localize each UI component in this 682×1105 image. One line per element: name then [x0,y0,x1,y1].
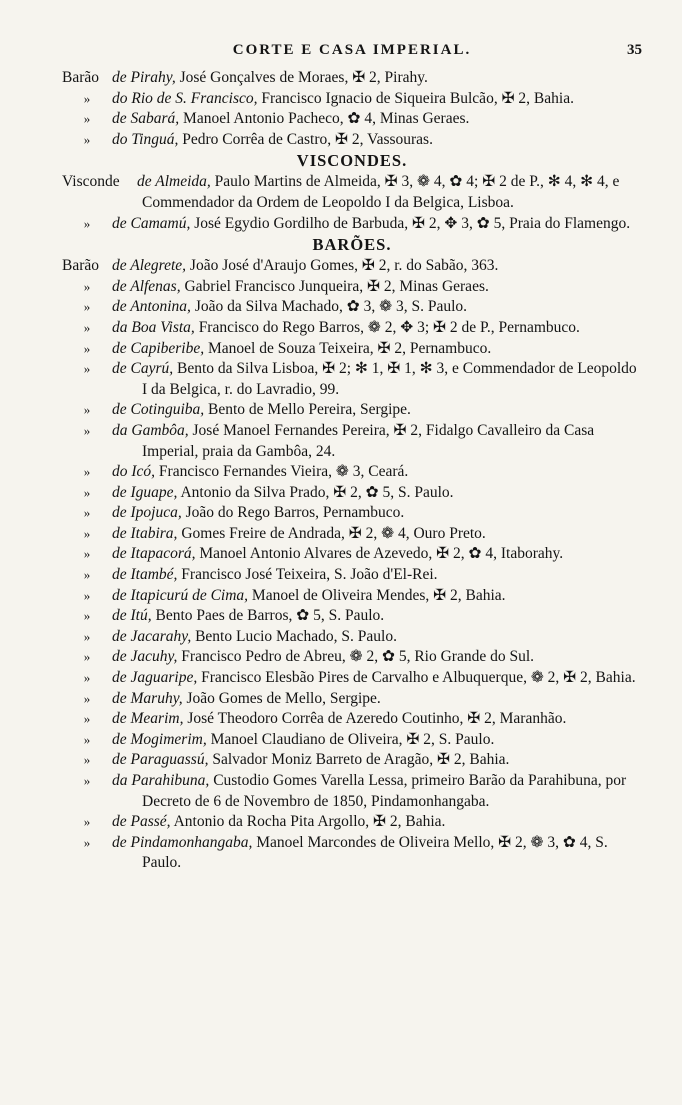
entry-rank: » [83,525,91,541]
entry [62,771,642,812]
entry [62,483,642,504]
entry [62,689,642,710]
entry-title: de Passé, [112,813,171,831]
entry [62,277,642,298]
entry-text: José Gonçalves de Moraes, ✠ 2, Pirahy. [175,69,428,86]
entry-text: Francisco José Teixeira, S. João d'El-Rei. [177,566,438,584]
entry-title: de Almeida, [137,173,211,191]
entry-title: de Camamú, [112,214,191,232]
entry-title: de Itapicurú de Cima, [112,586,249,604]
entry-title: de Pirahy, [112,69,176,86]
entry-title: de Maruhy, [112,689,183,707]
entry-rank: » [83,587,91,603]
entry-rank: Barão [62,69,100,86]
entry-title: de Itambé, [112,566,178,584]
entry-title: de Mogimerim, [112,730,207,748]
entry [62,297,642,318]
entry [62,400,642,421]
entry-title: do Rio de S. Francisco, [112,89,258,107]
running-head [62,42,642,68]
entry-title: de Alfenas, [112,277,181,295]
entry [62,730,642,751]
entry-rank: » [83,773,91,788]
entry [62,524,642,545]
entry-title: de Ipojuca, [112,504,182,522]
entry-text: João Gomes de Mello, Sergipe. [182,689,381,707]
entry-rank: » [83,711,91,727]
entry-text: Manoel Antonio Alvares de Azevedo, ✠ 2, ✿ 4, Itaborahy. [195,545,564,563]
entry-rank: » [83,319,91,335]
entry-text: Francisco Pedro de Abreu, ❁ 2, ✿ 5, Rio Grande do Sul. [177,648,535,666]
entry [62,256,642,277]
entry [62,647,642,668]
entry-text: Bento Paes de Barros, ✿ 5, S. Paulo. [151,607,385,625]
entry-rank: » [83,361,91,377]
entry-rank: » [83,628,91,644]
entry-text: Manoel Claudiano de Oliveira, ✠ 2, S. Paulo. [206,730,495,748]
entry [62,709,642,730]
entry [62,339,642,360]
entry-title: de Cotinguiba, [112,401,205,419]
entry-title: da Boa Vista, [112,318,195,336]
entry-text: Manoel de Souza Teixeira, ✠ 2, Pernambuco. [204,339,492,357]
section-heading-viscondes: VISCONDES. [296,151,408,171]
entry-text: Gabriel Francisco Junqueira, ✠ 2, Minas Geraes. [180,277,489,295]
entry-text: Manoel de Oliveira Mendes, ✠ 2, Bahia. [248,586,506,604]
entry [62,68,642,89]
entry-rank: Visconde [62,173,120,191]
entry-text: Bento Lucio Machado, S. Paulo. [191,627,397,645]
entry [62,812,642,833]
entry-list-viscondes [62,172,642,234]
entry-text: José Theodoro Corrêa de Azeredo Coutinho, ✠ 2, Maranhão. [183,710,567,728]
entry-rank: » [83,484,91,500]
entry-rank: » [83,505,91,521]
entry [62,586,642,607]
entry-title: da Parahibuna, [112,772,210,789]
entry-rank: » [83,278,91,294]
entry [62,565,642,586]
entry [62,833,642,874]
entry-title: do Tinguá, [112,130,179,148]
entry-text: Salvador Moniz Barreto de Aragão, ✠ 2, Bahia. [208,751,510,769]
entry [62,214,642,235]
entry-title: de Jaguaripe, [112,669,198,687]
entry-text: Bento da Silva Lisboa, ✠ 2; ✻ 1, ✠ 1, ✻ 3, e Commendador de Leopoldo I da Belgica, r. do Lavradio, 99. [142,360,637,398]
entry-rank: » [83,752,91,768]
entry-rank: » [83,834,91,850]
entry-text: Francisco do Rego Barros, ❁ 2, ✥ 3; ✠ 2 de P., Pernambuco. [194,318,580,336]
entry-rank: » [83,608,91,624]
entry [62,109,642,130]
entry [62,130,642,151]
entry-rank: » [83,731,91,747]
entry-rank: » [83,567,91,583]
entry-text: João José d'Araujo Gomes, ✠ 2, r. do Sabão, 363. [186,257,499,275]
entry-text: João da Silva Machado, ✿ 3, ❁ 3, S. Paulo. [190,298,468,316]
entry-title: do Icó, [112,463,156,481]
entry-rank: » [83,131,91,147]
entry-text: Francisco Elesbão Pires de Carvalho e Albuquerque, ❁ 2, ✠ 2, Bahia. [197,669,636,687]
entry [62,627,642,648]
entry-text: Antonio da Rocha Pita Argollo, ✠ 2, Bahia. [170,813,446,831]
entry-text: Manoel Marcondes de Oliveira Mello, ✠ 2, ❁ 3, ✿ 4, S. Paulo. [142,833,608,872]
entry-title: de Itapacorá, [112,545,196,563]
running-title: CORTE E CASA IMPERIAL. [232,42,472,58]
entry-rank: » [83,402,91,418]
entry-text: Paulo Martins de Almeida, ✠ 3, ❁ 4, ✿ 4; ✠ 2 de P., ✻ 4, ✻ 4, e Commendador da Ordem de Leopoldo I da Belgica, Lisboa. [142,173,620,211]
entry-list-baroes [62,256,642,874]
entry [62,172,642,213]
entry-title: da Gambôa, [112,421,189,439]
entry [62,544,642,565]
entry-text: Antonio da Silva Prado, ✠ 2, ✿ 5, S. Paulo. [177,483,454,501]
entry-rank: » [83,464,91,480]
entry-rank: » [83,670,91,686]
entry-list-top [62,68,642,150]
entry-title: de Itabira, [112,524,178,542]
entry-text: José Manoel Fernandes Pereira, ✠ 2, Fidalgo Cavalleiro da Casa Imperial, praia da Gambôa, 24. [142,421,595,460]
entry-rank: » [83,814,91,830]
entry [62,318,642,339]
entry [62,359,642,400]
entry-title: de Pindamonhangaba, [112,833,253,851]
entry-text: Pedro Corrêa de Castro, ✠ 2, Vassouras. [178,130,433,148]
entry-title: de Itú, [112,607,152,625]
entry [62,503,642,524]
entry-title: de Jacarahy, [112,627,192,645]
entry-title: de Jacuhy, [112,648,178,666]
entry-title: de Alegrete, [112,257,187,275]
entry [62,89,642,110]
entry-rank: » [83,299,91,315]
section-heading-baroes: BARÕES. [312,235,392,255]
entry [62,668,642,689]
entry-text: João do Rego Barros, Pernambuco. [181,504,405,522]
entry-title: de Iguape, [112,483,178,501]
entry-text: Custodio Gomes Varella Lessa, primeiro Barão da Parahibuna, por Decreto de 6 de Novembro de 1850, Pindamonhangaba. [142,772,627,810]
entry-text: Manoel Antonio Pacheco, ✿ 4, Minas Geraes. [179,110,470,128]
entry [62,421,642,462]
entry-text: Francisco Ignacio de Siqueira Bulcão, ✠ 2, Bahia. [257,89,574,107]
entry-text: Bento de Mello Pereira, Sergipe. [204,401,411,419]
entry-rank: Barão [62,257,100,275]
entry-title: de Capiberibe, [112,339,205,357]
entry-text: Francisco Fernandes Vieira, ❁ 3, Ceará. [155,463,409,481]
entry-rank: » [83,90,91,106]
entry-rank: » [83,422,91,438]
entry-title: de Paraguassú, [112,751,209,769]
entry [62,606,642,627]
page-number: 35 [627,42,642,58]
entry-text: José Egydio Gordilho de Barbuda, ✠ 2, ✥ 3, ✿ 5, Praia do Flamengo. [190,214,631,232]
entry-rank: » [83,690,91,706]
entry-rank: » [83,340,91,356]
entry [62,750,642,771]
entry-rank: » [83,215,91,231]
entry-rank: » [83,111,91,127]
entry-title: de Cayrú, [112,360,174,378]
entry-title: de Sabará, [112,110,180,128]
entry-text: Gomes Freire de Andrada, ✠ 2, ❁ 4, Ouro Preto. [177,524,486,542]
entry-rank: » [83,649,91,665]
entry-title: de Antonina, [112,298,191,316]
entry-rank: » [83,546,91,562]
entry-title: de Mearim, [112,710,184,728]
entry [62,462,642,483]
